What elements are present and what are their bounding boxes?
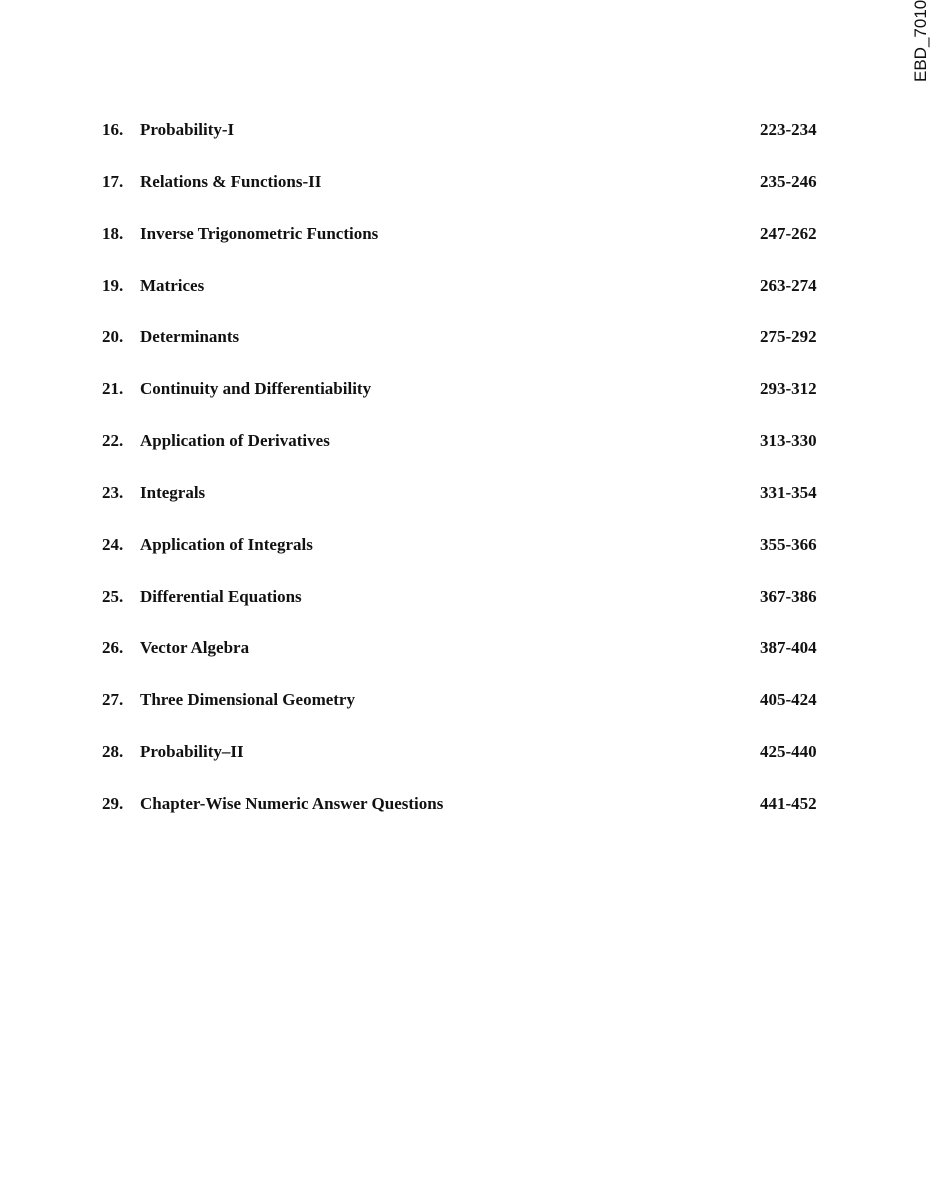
toc-row: [102, 272, 832, 324]
toc-row: [102, 479, 832, 531]
chapter-title: Matrices: [140, 275, 205, 295]
chapter-title: Application of Derivatives: [140, 431, 330, 451]
page-range: 425-440: [760, 742, 817, 762]
toc-row: [102, 583, 832, 635]
chapter-title: Vector Algebra: [140, 638, 250, 658]
chapter-number: 27.: [102, 690, 124, 710]
toc-row: [102, 220, 832, 272]
page-range: 293-312: [760, 379, 817, 399]
toc-row: [102, 375, 832, 427]
page-range: 405-424: [760, 690, 817, 710]
chapter-title: Relations & Functions-II: [140, 171, 322, 191]
page-range: 223-234: [760, 120, 817, 139]
chapter-title: Inverse Trigonometric Functions: [140, 223, 379, 243]
chapter-number: 29.: [102, 793, 124, 813]
toc-row: [102, 738, 832, 790]
chapter-title: Application of Integrals: [140, 534, 313, 554]
page-range: 275-292: [760, 327, 817, 347]
document-code: EBD_7010: [911, 0, 930, 83]
toc-row: [102, 531, 832, 583]
page-range: 331-354: [760, 482, 817, 502]
chapter-number: 23.: [102, 482, 124, 502]
chapter-number: 25.: [102, 586, 124, 606]
page-range: 441-452: [760, 793, 817, 813]
chapter-title: Chapter-Wise Numeric Answer Questions: [140, 793, 444, 813]
toc-row: [102, 116, 832, 168]
chapter-number: 19.: [102, 275, 124, 295]
chapter-number: 18.: [102, 223, 124, 243]
chapter-number: 17.: [102, 171, 124, 191]
chapter-title: Probability-I: [140, 120, 235, 139]
toc-row: [102, 686, 832, 738]
toc-row: [102, 427, 832, 479]
chapter-number: 22.: [102, 431, 124, 451]
page-range: 387-404: [760, 638, 817, 658]
toc-row: [102, 634, 832, 686]
page-range: 313-330: [760, 431, 817, 451]
page-range: 367-386: [760, 586, 817, 606]
chapter-number: 26.: [102, 638, 124, 658]
table-of-contents: [102, 116, 832, 842]
toc-row: [102, 168, 832, 220]
chapter-title: Three Dimensional Geometry: [140, 690, 355, 710]
chapter-title: Continuity and Differentiability: [140, 379, 372, 399]
toc-row: [102, 323, 832, 375]
chapter-title: Integrals: [140, 482, 206, 502]
page-range: 247-262: [760, 223, 817, 243]
chapter-number: 28.: [102, 742, 124, 762]
chapter-number: 16.: [102, 120, 124, 139]
chapter-number: 24.: [102, 534, 124, 554]
page-range: 263-274: [760, 275, 817, 295]
toc-row: [102, 790, 832, 842]
chapter-title: Probability–II: [140, 742, 244, 762]
chapter-title: Determinants: [140, 327, 240, 347]
page-range: 355-366: [760, 534, 817, 554]
page-range: 235-246: [760, 171, 817, 191]
chapter-title: Differential Equations: [140, 586, 302, 606]
chapter-number: 20.: [102, 327, 124, 347]
chapter-number: 21.: [102, 379, 124, 399]
